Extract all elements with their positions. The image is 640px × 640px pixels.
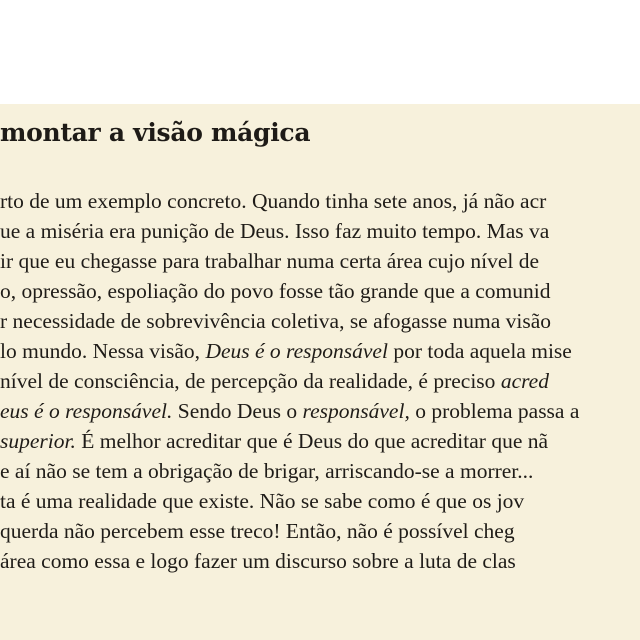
- text-line: ue a miséria era punição de Deus. Isso faz muito tempo. Mas va: [0, 219, 550, 243]
- text-line: superior. É melhor acreditar que é Deus do que acreditar que nã: [0, 429, 549, 453]
- text-line: rto de um exemplo concreto. Quando tinha sete anos, já não acr: [0, 189, 547, 213]
- text-line: querda não percebem esse treco! Então, não é possível cheg: [0, 519, 515, 543]
- top-margin: [0, 0, 640, 104]
- text-line: ir que eu chegasse para trabalhar numa certa área cujo nível de: [0, 249, 540, 273]
- text-line: o, opressão, espoliação do povo fosse tão grande que a comunid: [0, 279, 551, 303]
- text-line: área como essa e logo fazer um discurso sobre a luta de clas: [0, 549, 516, 573]
- text-line: r necessidade de sobrevivência coletiva, se afogasse numa visão: [0, 309, 552, 333]
- section-heading: montar a visão mágica: [0, 118, 311, 147]
- text-line: ta é uma realidade que existe. Não se sabe como é que os jov: [0, 489, 525, 513]
- book-page: [0, 104, 640, 640]
- text-line: eus é o responsável. Sendo Deus o responsável, o problema passa a: [0, 399, 580, 423]
- text-line: e aí não se tem a obrigação de brigar, arriscando-se a morrer...: [0, 459, 534, 483]
- text-line: lo mundo. Nessa visão, Deus é o responsável por toda aquela mise: [0, 339, 572, 363]
- text-line: nível de consciência, de percepção da realidade, é preciso acred: [0, 369, 549, 393]
